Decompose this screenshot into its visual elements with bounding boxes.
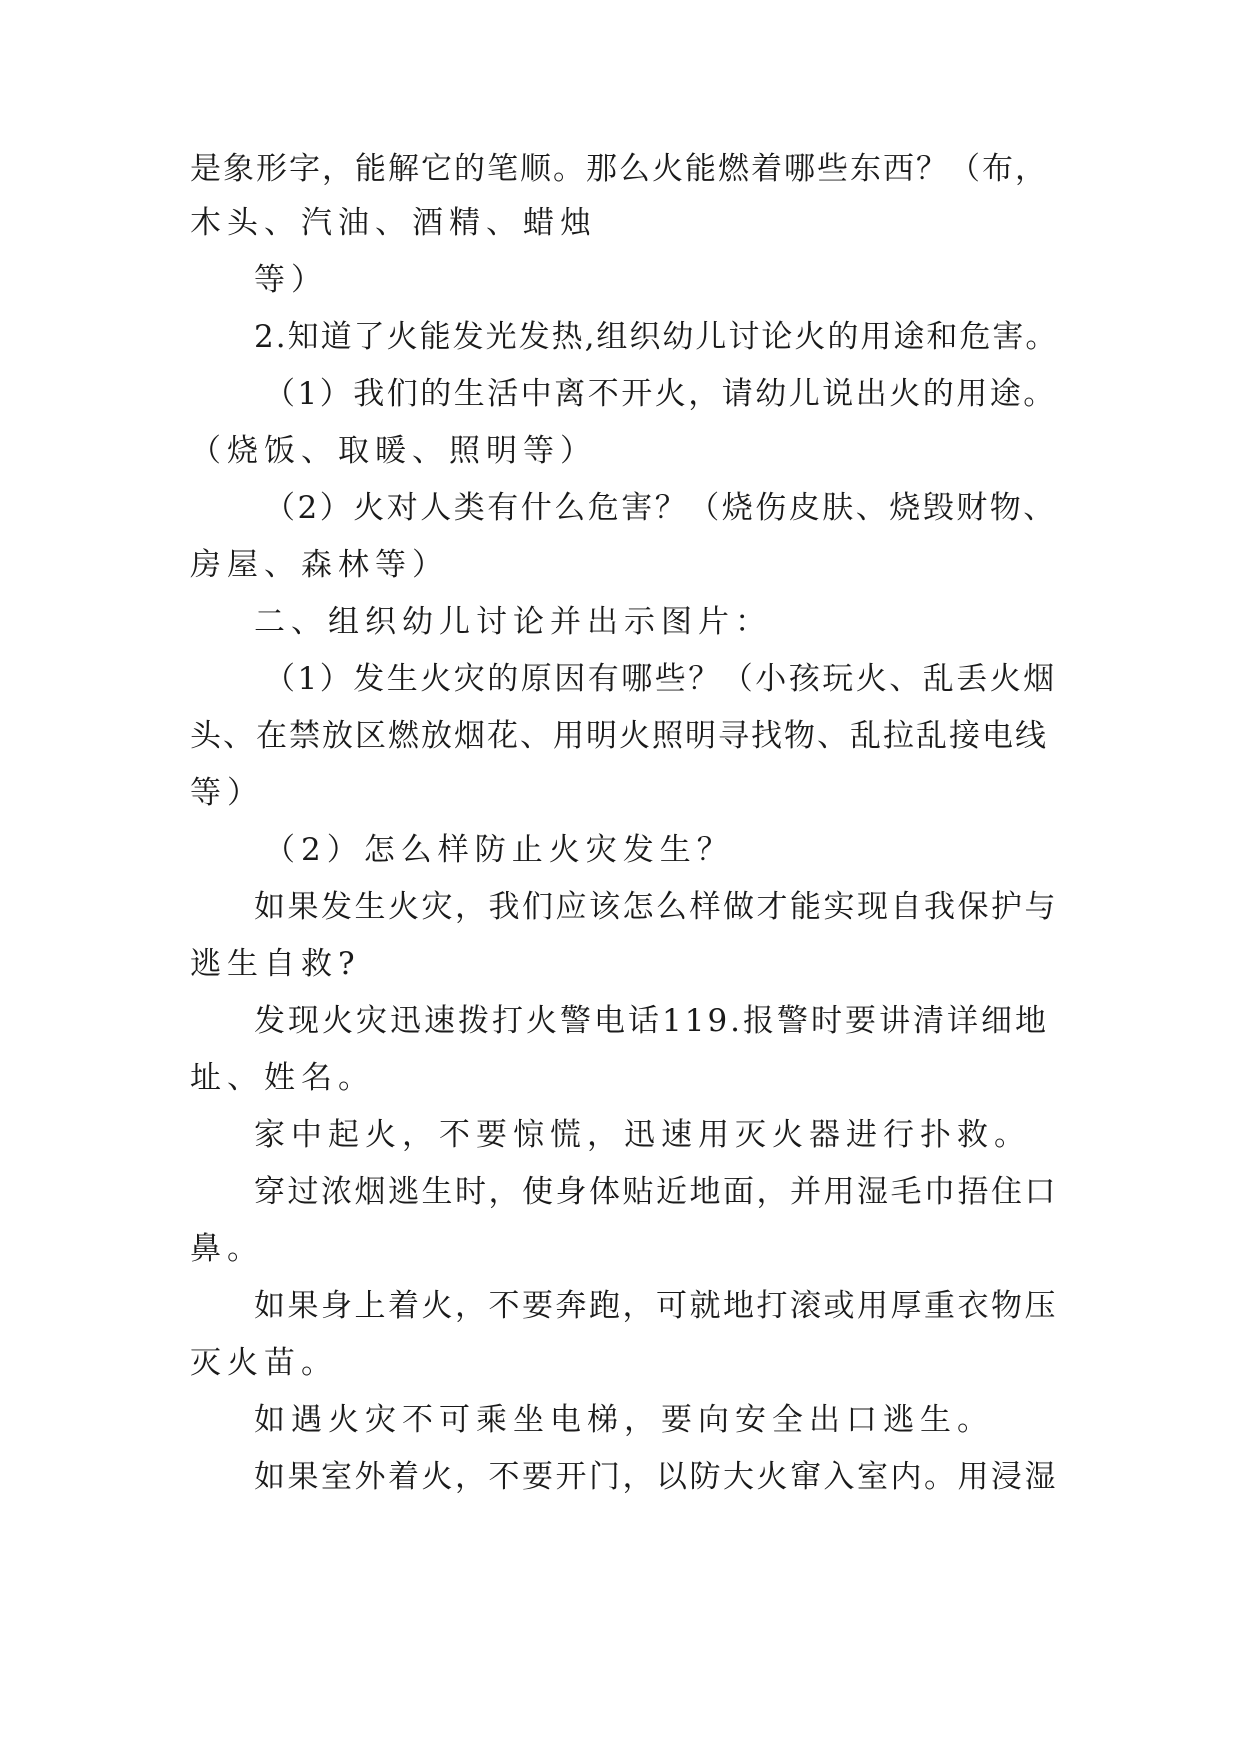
text-line: 灭火苗。 [190,1345,338,1381]
text-line: 2.知道了火能发光发热,组织幼儿讨论火的用途和危害。 [254,319,1059,355]
text-line: 发现火灾迅速拨打火警电话119.报警时要讲清详细地 [254,1003,1050,1039]
text-line: 木头、汽油、酒精、蜡烛 [190,205,597,241]
text-line: 等） [190,775,264,811]
text-line: 二、组织幼儿讨论并出示图片： [254,604,772,640]
text-line: 如遇火灾不可乘坐电梯，要向安全出口逃生。 [254,1402,994,1438]
text-line: （1）我们的生活中离不开火，请幼儿说出火的用途。 [264,376,1057,412]
text-line: 如果室外着火，不要开门，以防大火窜入室内。用浸湿 [254,1459,1058,1495]
text-line: 鼻。 [190,1231,264,1267]
text-line: 址、姓名。 [190,1060,375,1096]
text-line: 等） [254,262,328,298]
text-line: （烧饭、取暖、照明等） [190,433,597,469]
text-line: 如果发生火灾，我们应该怎么样做才能实现自我保护与 [254,889,1058,925]
text-line: 家中起火，不要惊慌，迅速用灭火器进行扑救。 [254,1117,1031,1153]
text-line: （2）怎么样防止火灾发生？ [264,832,734,868]
text-line: （1）发生火灾的原因有哪些？（小孩玩火、乱丢火烟 [264,661,1057,697]
text-line: 如果身上着火，不要奔跑，可就地打滚或用厚重衣物压 [254,1288,1058,1324]
text-line: 房屋、森林等） [190,547,449,583]
text-line: （2）火对人类有什么危害？（烧伤皮肤、烧毁财物、 [264,490,1057,526]
text-line: 穿过浓烟逃生时，使身体贴近地面，并用湿毛巾捂住口 [254,1174,1058,1210]
text-line: 是象形字，能解它的笔顺。那么火能燃着哪些东西？（布， [190,151,1048,187]
text-line: 头、在禁放区燃放烟花、用明火照明寻找物、乱拉乱接电线 [190,718,1048,754]
text-line: 逃生自救? [190,946,361,982]
